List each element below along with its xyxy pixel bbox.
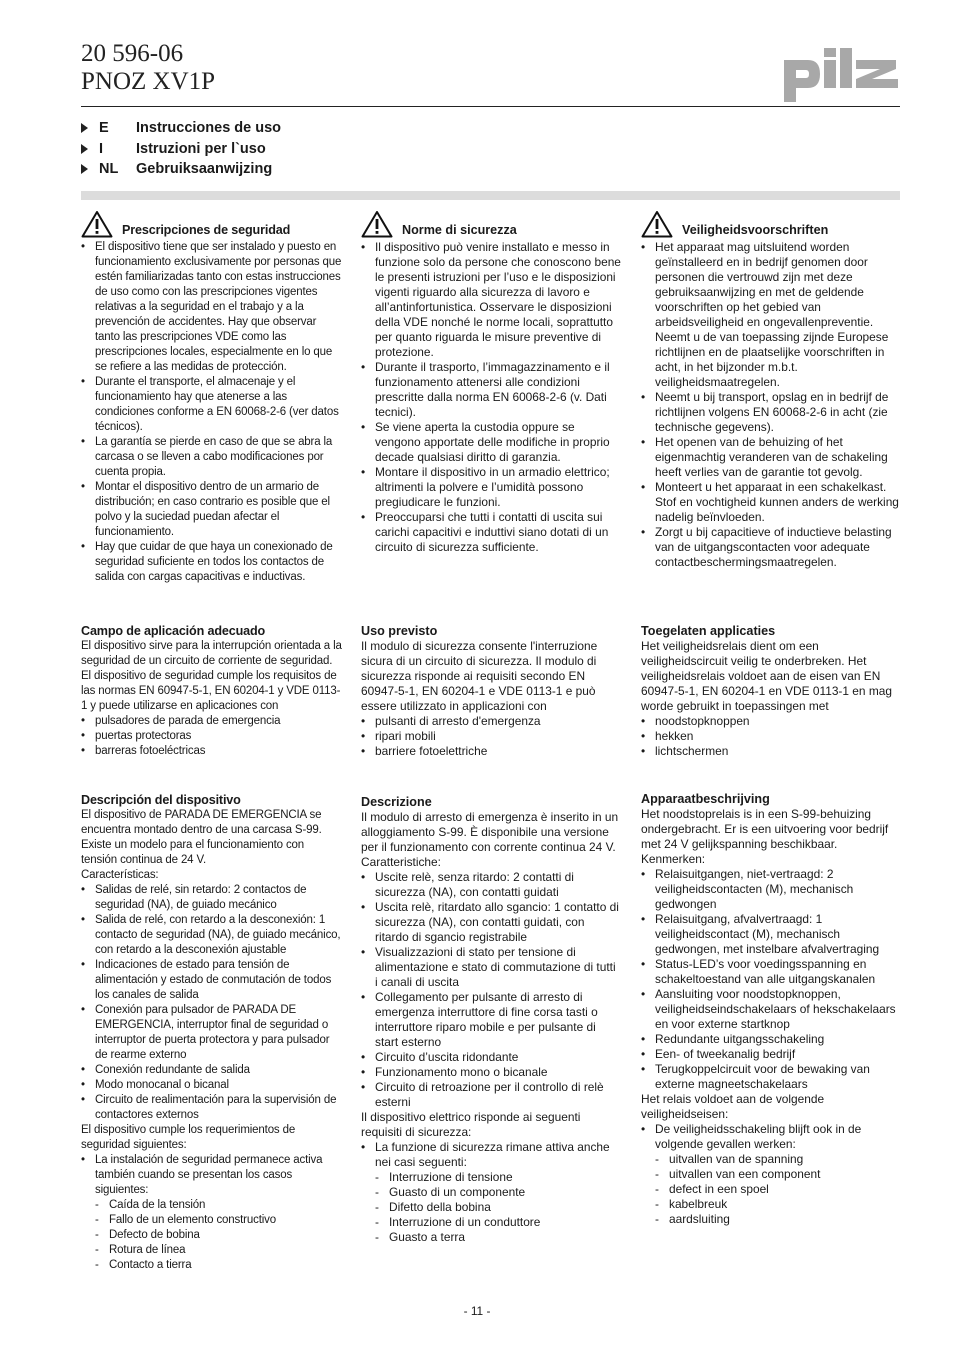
sub-list-item: - Defecto de bobina <box>95 1228 343 1243</box>
paragraph: Het veiligheidsrelais dient om een veiligheidscircuit veilig te onderbreken. Het veiligheidsrelais voldoet aan de eisen van EN 60947-5-1, EN 60204-1 en VDE 0113-1 en mag worde gebruikt in toepassingen met <box>641 639 892 713</box>
triangle-right-icon <box>81 144 88 154</box>
section-heading: Apparaatbeschrijving <box>641 792 770 806</box>
section-heading: Toegelaten applicaties <box>641 624 776 638</box>
list-item: • pulsadores de parada de emergencia <box>81 714 343 729</box>
list-item: • Terugkoppelcircuit voor de bewaking van externe magneetschakelaars <box>641 1062 901 1092</box>
sub-list-item: - aardsluiting <box>655 1212 901 1227</box>
header-rule <box>81 106 900 107</box>
language-label: Instrucciones de uso <box>136 120 282 137</box>
list-item: • Durante el transporte, el almacenaje y el funcionamiento hay que atenerse a las condiciones conforme a EN 60068-2-6 (ver datos técnicos). <box>81 375 343 435</box>
language-code: I <box>99 140 104 157</box>
language-list <box>81 118 281 180</box>
sub-list-item: - Guasto a terra <box>375 1230 621 1245</box>
language-label: Gebruiksaanwijzing <box>136 161 273 178</box>
list-item: • Redundante uitgangsschakeling <box>641 1032 901 1047</box>
warning-triangle-icon <box>81 210 113 238</box>
sub-list-item: - uitvallen van de spanning <box>655 1152 901 1167</box>
safety-section <box>641 208 901 570</box>
requirements-item: De veiligheidsschakeling blijft ook in de volgende gevallen werken: <box>655 1122 862 1151</box>
sub-list-item: - Caída de la tensión <box>95 1198 343 1213</box>
description-section <box>81 793 343 1273</box>
list-item: • Il dispositivo può venire installato e messo in funzione solo da persone che conoscono bene le presenti istruzioni per l’uso e le disposizioni vigenti riguardo alla sicurezza di lavoro e all’antinfortunistica. Osservare le disposizioni della VDE nonché le norme locali, soprattutto per quanto riguarda le misure preventive di protezione. <box>361 240 621 360</box>
requirements-item: La funzione di sicurezza rimane attiva anche nei casi seguenti: <box>375 1140 610 1169</box>
paragraph: Het noodstoprelais is in een S-99-behuizing ondergebracht. Er is een uitvoering voor bedrijf met 24 V gelijkspanning beschikbaar. <box>641 807 889 851</box>
list-item: • Een- of tweekanalig bedrijf <box>641 1047 901 1062</box>
sub-list-item: - Fallo de un elemento constructivo <box>95 1213 343 1228</box>
paragraph: Il modulo di sicurezza consente l'interruzione sicura di un circuito di sicurezza. Il modulo di sicurezza risponde ai requisiti secondo EN 60947-5-1, EN 60204-1 e VDE 0113-1 e può essere utilizzato in applicazioni con <box>361 639 598 713</box>
list-item: • Aansluiting voor noodstopknoppen, veiligheidseindschakelaars of hekschakelaars en voor externe startknop <box>641 987 901 1032</box>
sub-list-item: - defect in een spoel <box>655 1182 901 1197</box>
sub-list-item: - Interruzione di tensione <box>375 1170 621 1185</box>
list-item: • Het openen van de behuizing of het eigenmachtig veranderen van de schakeling heeft verlies van de garantie tot gevolg. <box>641 435 901 480</box>
list-item: • Visualizzazioni di stato per tensione di alimentazione e stato di commutazione di tutti i canali di uscita <box>361 945 621 990</box>
triangle-right-icon <box>81 123 88 133</box>
list-item <box>361 1140 621 1245</box>
sub-list-item: - Interruzione di un conduttore <box>375 1215 621 1230</box>
use-section <box>641 624 901 759</box>
warning-triangle-icon <box>641 210 673 238</box>
list-item: • Montar el dispositivo dentro de un armario de distribución; en caso contrario es posible que el polvo y la suciedad puedan afectar el funcionamiento. <box>81 480 343 540</box>
triangle-right-icon <box>81 164 88 174</box>
requirements-text: Il dispositivo elettrico risponde ai seguenti requisiti di sicurezza: <box>361 1110 581 1139</box>
list-item: • ripari mobili <box>361 729 621 744</box>
requirements-item: La instalación de seguridad permanece activa también cuando se presentan los casos siguientes: <box>95 1154 323 1196</box>
description-section <box>361 795 621 1245</box>
list-item: • Hay que cuidar de que haya un conexionado de seguridad suficiente en todos los contactos de salida con cargas capacitivas e inductivas. <box>81 540 343 585</box>
section-heading: Veiligheidsvoorschriften <box>682 223 829 237</box>
separator-band <box>81 191 900 200</box>
list-item: • Monteert u het apparaat in een schakelkast. Stof en vochtigheid kunnen anders de werking nadelig beïnvloeden. <box>641 480 901 525</box>
list-item: • Montare il dispositivo in un armadio elettrico; altrimenti la polvere e l’umidità possono pregiudicare le funzioni. <box>361 465 621 510</box>
sub-list-item: - uitvallen van een component <box>655 1167 901 1182</box>
list-item: • Relaisuitgangen, niet-vertraagd: 2 veiligheidscontacten (M), mechanisch gedwongen <box>641 867 901 912</box>
list-item: • La garantía se pierde en caso de que se abra la carcasa o se lleven a cabo modificaciones por cuenta propia. <box>81 435 343 480</box>
list-item: • Het apparaat mag uitsluitend worden geïnstalleerd en in bedrijf genomen door personen die vertrouwd zijn met deze gebruiksaanwijzing en met de geldende voorschriften op het gebied van arbeidsveiligheid en ongevallenpreventie. Neemt u de van toepassing zijnde Europese richtlijnen en de plaatselijke voorschriften in acht, in het bijzonder m.b.t. veiligheidsmaatregelen. <box>641 240 901 390</box>
requirements-text: El dispositivo cumple los requerimientos de seguridad siguientes: <box>81 1124 296 1151</box>
list-item: • Circuito d’uscita ridondante <box>361 1050 621 1065</box>
list-item: • pulsanti di arresto d'emergenza <box>361 714 621 729</box>
language-item-nl[interactable] <box>81 159 281 180</box>
list-item: • noodstopknoppen <box>641 714 901 729</box>
language-code: NL <box>99 161 119 178</box>
list-item: • Conexión para pulsador de PARADA DE EMERGENCIA, interruptor final de seguridad o interruptor de puerta protectora y para pulsador de rearme externo <box>81 1003 343 1063</box>
paragraph: Il modulo di arresto di emergenza è inserito in un alloggiamento S-99. È disponibile una versione per il funzionamento con corrente continua 24 V. <box>361 810 619 854</box>
list-item: • El dispositivo tiene que ser instalado y puesto en funcionamiento exclusivamente por personas que estén familiarizadas tanto con estas instrucciones de uso como con las prescripciones vigentes relativas a la seguridad en el trabajo y a la prevención de accidentes. Hay que observar tanto las prescripciones VDE como las prescripciones locales, especialmente en lo que se refiere a las medidas de protección. <box>81 240 343 375</box>
product-name: PNOZ XV1P <box>81 68 216 95</box>
section-heading: Campo de aplicación adecuado <box>81 624 266 638</box>
list-item: • Status-LED’s voor voedingsspanning en schakeltoestand van alle uitgangskanalen <box>641 957 901 987</box>
list-item: • Relaisuitgang, afvalvertraagd: 1 veiligheidscontact (M), mechanisch gedwongen, met instelbare afvalvertraging <box>641 912 901 957</box>
document-title <box>81 40 215 96</box>
sub-list-item: - kabelbreuk <box>655 1197 901 1212</box>
language-item-es[interactable] <box>81 118 281 139</box>
description-section <box>641 792 901 1227</box>
list-item: • Circuito di retroazione per il controllo di relè esterni <box>361 1080 621 1110</box>
list-item: • Zorgt u bij capacitieve of inductieve belasting van de uitgangscontacten voor adequate contactbeschermingsmaatregelen. <box>641 525 901 570</box>
list-item: • Neemt u bij transport, opslag en in bedrijf de richtlijnen volgens EN 60068-2-6 in acht (zie technische gegevens). <box>641 390 901 435</box>
requirements-text: Het relais voldoet aan de volgende veiligheidseisen: <box>641 1092 825 1121</box>
sub-list-item: - Contacto a tierra <box>95 1258 343 1273</box>
use-section <box>81 624 343 759</box>
pilz-logo <box>782 46 900 102</box>
list-item: • Modo monocanal o bicanal <box>81 1078 343 1093</box>
warning-triangle-icon <box>361 210 393 238</box>
list-item: • Salida de relé, con retardo a la desconexión: 1 contacto de seguridad (NA), de guiado mecánico, con retardo a la desconexión ajustable <box>81 913 343 958</box>
section-heading: Prescripciones de seguridad <box>122 223 291 237</box>
section-heading: Uso previsto <box>361 624 438 638</box>
list-item: • Conexión redundante de salida <box>81 1063 343 1078</box>
section-heading: Descrizione <box>361 795 432 809</box>
list-item: • Uscita relè, ritardato allo sgancio: 1 contatto di sicurezza (NA), con contatti guidati, con ritardo di sgancio registrabile <box>361 900 621 945</box>
list-item: • lichtschermen <box>641 744 901 759</box>
sub-list-item: - Difetto della bobina <box>375 1200 621 1215</box>
safety-section <box>81 208 343 585</box>
section-heading: Norme di sicurezza <box>402 223 517 237</box>
list-item: • hekken <box>641 729 901 744</box>
list-item: • puertas protectoras <box>81 729 343 744</box>
list-item: • Collegamento per pulsante di arresto di emergenza interruttore di fine corsa tasti o interruttore riparo mobile e per pulsante di start esterno <box>361 990 621 1050</box>
list-item: • barriere fotoelettriche <box>361 744 621 759</box>
list-item: • Se viene aperta la custodia oppure se vengono apportate delle modifiche in proprio decade qualsiasi diritto di garanzia. <box>361 420 621 465</box>
list-item: • Uscite relè, senza ritardo: 2 contatti di sicurezza (NA), con contatti guidati <box>361 870 621 900</box>
paragraph: El dispositivo sirve para la interrupción orientada a la seguridad de un circuito de corriente de seguridad. El dispositivo de seguridad cumple los requisitos de las normas EN 60947-5-1, EN 60204-1 y VDE 0113-1 y puede utilizarse en aplicaciones con <box>81 640 342 712</box>
sub-list-item: - Rotura de línea <box>95 1243 343 1258</box>
page-number: - 11 - <box>463 1304 491 1318</box>
language-label: Istruzioni per l`uso <box>136 140 266 157</box>
features-label: Características: <box>81 869 159 881</box>
features-label: Kenmerken: <box>641 852 706 866</box>
list-item <box>81 1153 343 1273</box>
list-item: • Preoccuparsi che tutti i contatti di uscita sui carichi capacitivi e induttivi siano dotati di un circuito di sicurezza sufficiente. <box>361 510 621 555</box>
language-item-it[interactable] <box>81 139 281 160</box>
use-section <box>361 624 621 759</box>
list-item: • Indicaciones de estado para tensión de alimentación y estado de conmutación de todos los canales de salida <box>81 958 343 1003</box>
sub-list-item: - Guasto di un componente <box>375 1185 621 1200</box>
safety-section <box>361 208 621 555</box>
list-item: • Funzionamento mono o bicanale <box>361 1065 621 1080</box>
document-number: 20 596-06 <box>81 40 184 67</box>
list-item: • Salidas de relé, sin retardo: 2 contactos de seguridad (NA), de guiado mecánico <box>81 883 343 913</box>
list-item: • Durante il trasporto, l’immagazzinamento e il funzionamento attenersi alle condizioni prescritte dalla norma EN 60068-2-6 (v. Dati tecnici). <box>361 360 621 420</box>
section-heading: Descripción del dispositivo <box>81 793 241 807</box>
list-item <box>641 1122 901 1227</box>
list-item: • barreras fotoeléctricas <box>81 744 343 759</box>
list-item: • Circuito de realimentación para la supervisión de contactores externos <box>81 1093 343 1123</box>
paragraph: El dispositivo de PARADA DE EMERGENCIA se encuentra montado dentro de una carcasa S-99. Existe un modelo para el funcionamiento con tensión continua de 24 V. <box>81 809 322 866</box>
features-label: Caratteristiche: <box>361 855 441 869</box>
language-code: E <box>99 120 109 137</box>
